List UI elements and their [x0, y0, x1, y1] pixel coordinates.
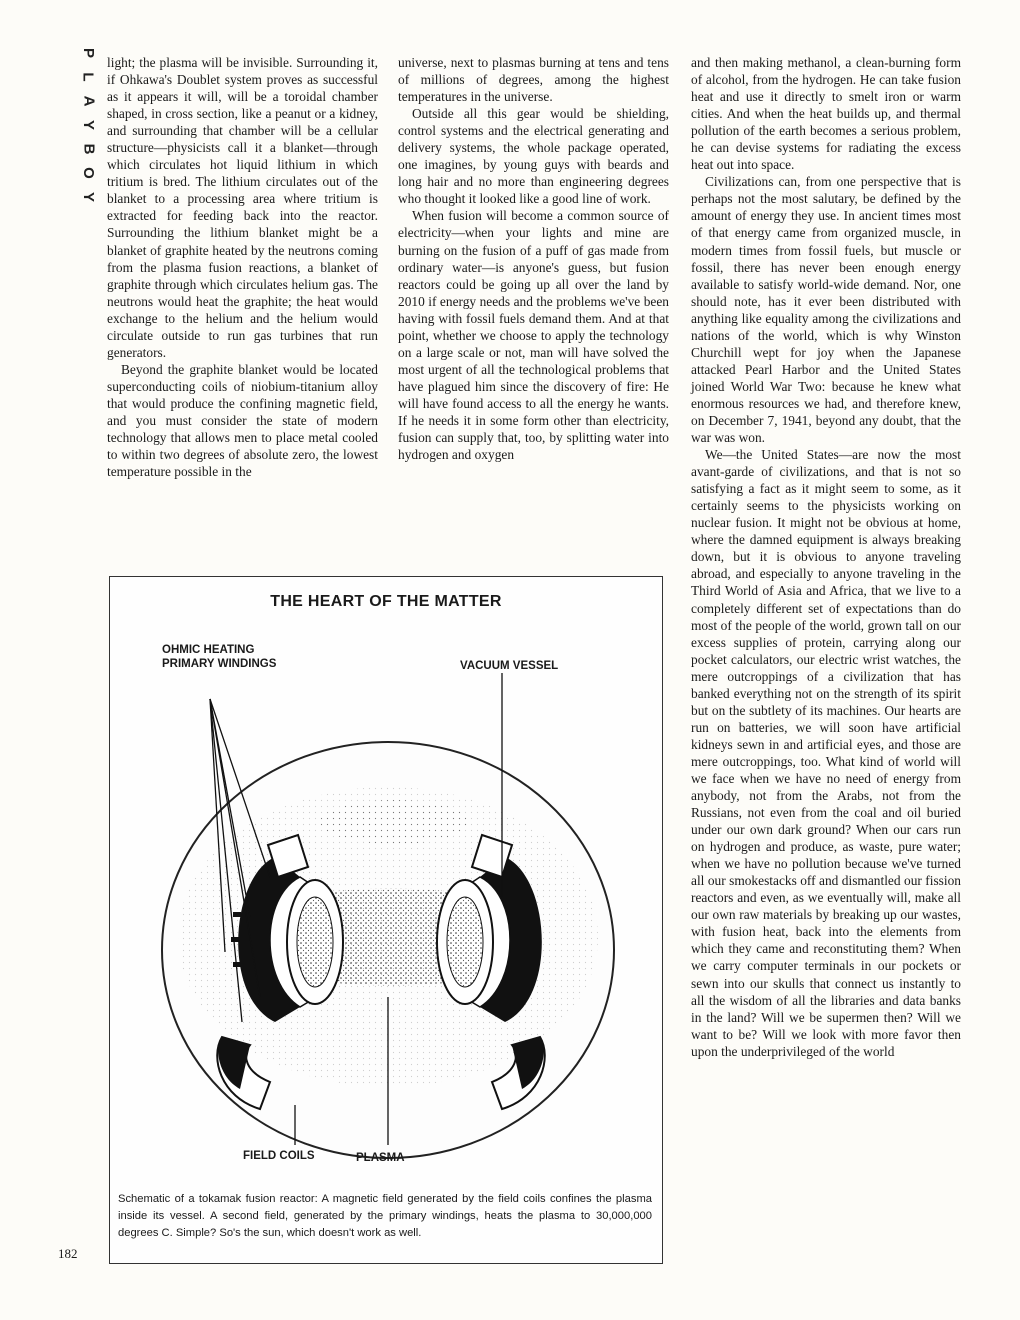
paragraph: and then making methanol, a clean-burning form of alcohol, from the hydrogen. He can take fusion heat and use it directly to smelt iron or warm cities. And when the heat builds up, and thermal pollution of the earth becomes a serious problem, he can devise systems for radiating the excess heat out into space.	[691, 55, 961, 173]
running-head-letter: B	[80, 143, 97, 155]
running-head-letter: P	[79, 47, 97, 59]
plasma-label: PLASMA	[356, 1152, 405, 1164]
paragraph: We—the United States—are now the most avant-garde of civilizations, and that is not so satisfying a fact as it might seem to some, as it certainly seems to the physicists working on nuclear fusion. It might not be obvious at home, where the damned equipment is always breaking down, but it is obvious to anyone traveling abroad, and especially to anyone traveling in the Third World of Asia and Africa, that we live to a completely different set of expectations than do most of the people of the world, grown tall on our excess supplies of protein, carrying along our pocket calculators, our electric wrist watches, the mere outcroppings of a civilization that has banked everything not on the strength of its spirit but on the subtlety of its machines. Our hearts are run on batteries, we will soon have artificial kidneys sewn in and artificial eyes, and those are mere outcroppings, too. What kind of world will we face when we have no need of energy from anybody, not from the Arabs, not from the Russians, not even from the coal and oil buried under our own dark ground? When our cars run on hydrogen and produce, as waste, pure water; when we have no pollution because we've turned all our smokestacks off and dismantled our fission reactors and even, as we eventually will, make all our own raw materials by breaking up our wastes, with fusion heat, back into the elements from which they came and reconstituting them? When we carry computer terminals in our pockets or sewn into our skulls that connect us instantly to all the wisdom of all the libraries and data banks in the land? Will we be supermen then? Will we want to be? Will we look with more favor then upon the underprivileged of the world	[691, 447, 961, 1059]
running-head-letter: Y	[79, 119, 97, 131]
paragraph: Beyond the graphite blanket would be located superconducting coils of niobium-titanium alloy that would produce the confining magnetic field, and you must consider the state of modern technology that allows men to place metal cooled to within two degrees of absolute zero, the lowest temperature possible in the	[107, 361, 378, 480]
paragraph: Outside all this gear would be shielding, control systems and the electrical generating and delivery systems, the whole package operated, one imagines, by young guys with beards and long hair and no more than engineering degrees who thought it looked like a good line of work.	[398, 106, 669, 207]
ohmic-label-line1: OHMIC HEATING	[162, 644, 255, 656]
figure-caption: Schematic of a tokamak fusion reactor: A magnetic field generated by the field coils confines the plasma inside its vessel. A second field, generated by the primary windings, heats the plasma to 30,000,000 degrees C. Simple? So's the sun, which doesn't work as well.	[118, 1193, 652, 1239]
page-number: 182	[58, 1246, 78, 1261]
paragraph: When fusion will become a common source of electricity—when your lights and mine are burning on the fusion of a puff of gas made from ordinary water—is anyone's guess, but fusion reactors could be going up all over the land by 2010 if energy needs and the problems we've been having with fossil fuels demand them. And at that point, whether we choose to apply the technology on a large scale or not, man will have solved the most urgent of all the technological problems that have plagued him since the discovery of fire: He will have found access to all the energy he wants. If he needs it in some form other than electricity, fusion can supply that, too, by splitting water into hydrogen and oxygen	[398, 208, 669, 463]
running-head-letter: O	[79, 167, 97, 179]
running-head-letter: A	[80, 95, 97, 107]
ohmic-label-line2: PRIMARY WINDINGS	[162, 658, 277, 670]
paragraph: universe, next to plasmas burning at tens and tens of millions of degrees, among the highest temperatures in the universe.	[398, 55, 669, 105]
paragraph: Civilizations can, from one perspective that is perhaps not the most salutary, be defined by the amount of energy they use. In ancient times most of that energy came from organized muscle, in modern times from fossil fuels, but muscle or fossil, there has never been enough energy available to satisfy world-wide demand. Nor, one should note, has it ever been distributed with anything like equality among the civilizations and nations of the world, which is why Winston Churchill wept for joy when the Japanese attacked Pearl Harbor and the United States joined World War Two: because he knew what enormous resources we had, and therefore knew, on December 7, 1941, beyond any doubt, that the war was won.	[691, 174, 961, 446]
running-head-letter: L	[79, 72, 97, 82]
figure-title: THE HEART OF THE MATTER	[270, 593, 502, 610]
ohmic-heating-label	[162, 643, 276, 671]
paragraph: light; the plasma will be invisible. Surrounding it, if Ohkawa's Doublet system proves as successful as it appears it will, will be a toroidal chamber shaped, in cross section, like a peanut or a kidney, and surrounding that chamber will be a cellular structure—physicists call it a blanket—through which circulates hot liquid lithium in which tritium is bred. The lithium circulates out of the blanket to a processing area where tritium is extracted for feeding back into the reactor. Surrounding the lithium blanket might be a blanket of graphite heated by the neutrons coming from the plasma fusion reactions, a blanket of graphite through which circulates helium gas. The neutrons would heat the graphite; the heat would exchange to the helium and the helium would circulate outside to run gas turbines that run generators.	[107, 55, 378, 360]
text-column-2	[398, 54, 669, 463]
vacuum-vessel-label: VACUUM VESSEL	[460, 660, 559, 672]
field-coils-label: FIELD COILS	[243, 1150, 315, 1162]
running-head-letter: Y	[79, 191, 97, 203]
tokamak-figure	[109, 576, 663, 1264]
text-column-1	[107, 54, 378, 480]
text-column-3	[691, 54, 961, 1060]
running-head	[76, 42, 100, 208]
